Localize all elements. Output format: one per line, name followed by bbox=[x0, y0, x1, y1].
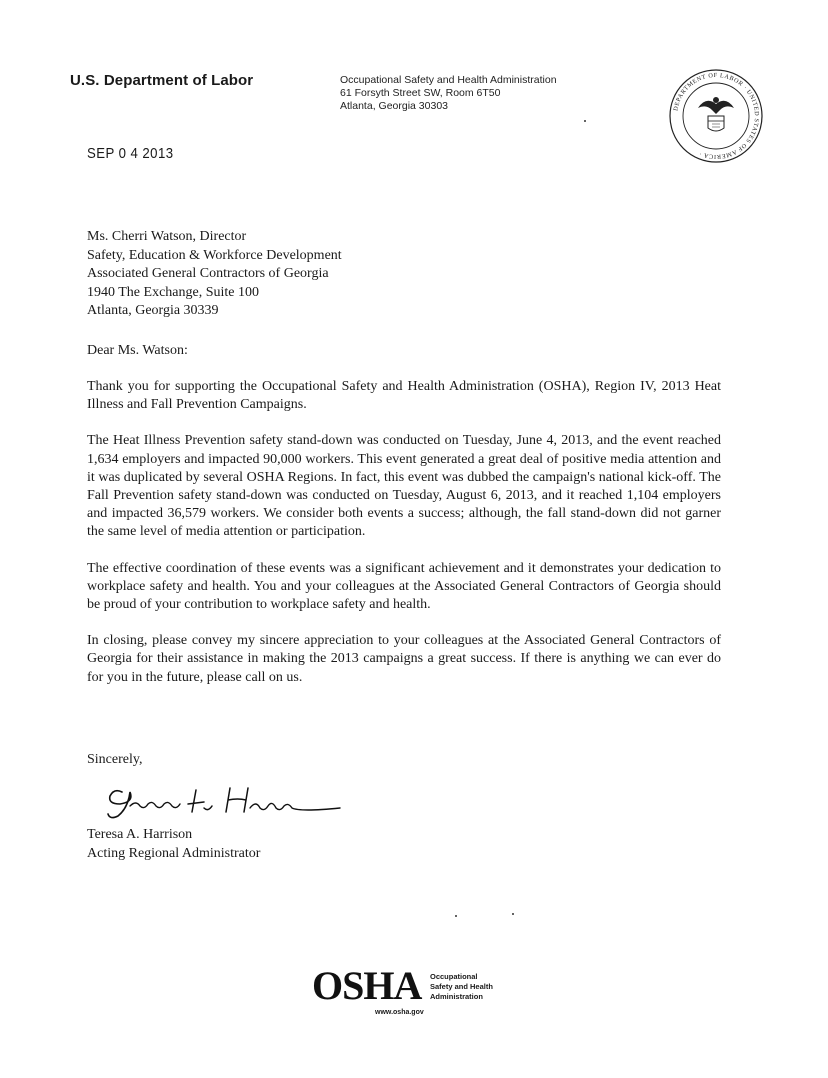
agency-address-line: 61 Forsyth Street SW, Room 6T50 bbox=[340, 87, 501, 99]
signer-block bbox=[87, 826, 260, 863]
recipient-line: Ms. Cherri Watson, Director bbox=[87, 229, 247, 244]
osha-name-line: Administration bbox=[430, 992, 483, 1001]
scan-speck bbox=[455, 915, 457, 917]
date-stamp: SEP 0 4 2013 bbox=[87, 145, 174, 162]
scan-speck bbox=[584, 120, 586, 122]
signer-title: Acting Regional Administrator bbox=[87, 845, 261, 861]
agency-address-line: Atlanta, Georgia 30303 bbox=[340, 100, 448, 112]
department-seal-icon bbox=[668, 68, 764, 164]
salutation: Dear Ms. Watson: bbox=[87, 343, 188, 358]
seal-lettering: DEPARTMENT OF LABOR · UNITED STATES OF AMERICA · bbox=[672, 71, 761, 161]
recipient-address bbox=[87, 228, 342, 321]
osha-name-line: Safety and Health bbox=[430, 982, 493, 991]
signer-name: Teresa A. Harrison bbox=[87, 827, 193, 842]
recipient-line: Safety, Education & Workforce Development bbox=[87, 247, 342, 263]
body-paragraph: Thank you for supporting the Occupational Safety and Health Administration (OSHA), Region IV, 2013 Heat Illness and Fall Prevention Campaigns. bbox=[87, 379, 721, 413]
osha-website: www.osha.gov bbox=[375, 1009, 424, 1016]
body-paragraph: In closing, please convey my sincere appreciation to your colleagues at the Associated General Contractors of Georgia for their assistance in making the 2013 campaigns a great success. If there is anything we can ever do for you in the future, please call on us. bbox=[87, 633, 721, 685]
department-name: U.S. Department of Labor bbox=[70, 72, 254, 89]
osha-logo-wordmark: OSHA bbox=[312, 963, 422, 1008]
agency-address-line: Occupational Safety and Health Administration bbox=[340, 74, 557, 86]
agency-address-block bbox=[340, 74, 557, 113]
osha-full-name bbox=[430, 972, 493, 1002]
scan-speck bbox=[512, 913, 514, 915]
closing: Sincerely, bbox=[87, 752, 143, 767]
recipient-line: Atlanta, Georgia 30339 bbox=[87, 303, 219, 318]
letter-body bbox=[87, 378, 721, 705]
osha-name-line: Occupational bbox=[430, 972, 478, 981]
handwritten-signature bbox=[100, 778, 350, 828]
body-paragraph: The effective coordination of these events was a significant achievement and it demonstrates your dedication to workplace safety and health. You and your colleagues at the Associated General Contractors of Georgia should be proud of your contribution to workplace safety and health. bbox=[87, 560, 721, 613]
recipient-line: 1940 The Exchange, Suite 100 bbox=[87, 284, 259, 300]
recipient-line: Associated General Contractors of Georgia bbox=[87, 266, 329, 281]
body-paragraph: The Heat Illness Prevention safety stand-down was conducted on Tuesday, June 4, 2013, and the event reached 1,634 employers and impacted 90,000 workers. This event generated a great deal of positive media attention and it was duplicated by several OSHA Regions. In fact, this event was dubbed the campaign's national kick-off. The Fall Prevention safety stand-down was conducted on Tuesday, August 6, 2013, and it reached 1,104 employers and impacted 36,579 workers. We consider both events a success; although, the fall stand-down did not garner the same level of media attention or participation. bbox=[87, 433, 721, 540]
osha-footer-logo bbox=[312, 963, 522, 1022]
